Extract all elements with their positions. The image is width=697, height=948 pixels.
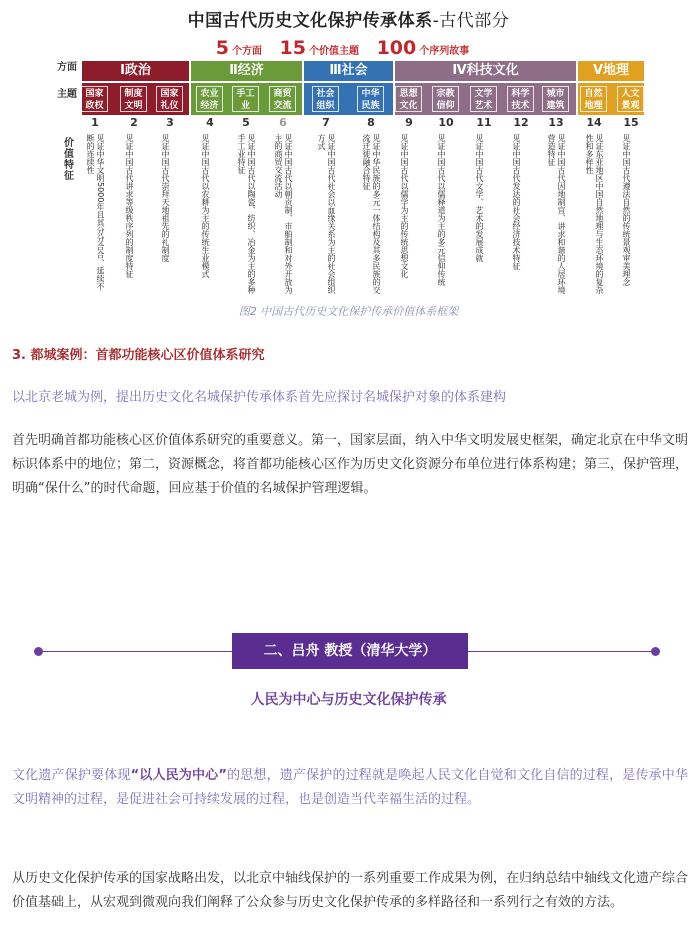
figure-stats [0, 37, 697, 59]
figure-caption: 图2 中国古代历史文化保护传承价值体系框架 [238, 305, 459, 318]
subtheme-number: 9 [405, 116, 413, 129]
lead-sentence: 以北京老城为例，提出历史文化名城保护传承体系首先应探讨名城保护对象的体系建构 [12, 390, 507, 405]
figure-title [0, 6, 697, 31]
subtheme-box: 国家政权 [81, 86, 108, 112]
subtheme-number: 11 [476, 116, 492, 129]
subtheme-box: 制度文明 [120, 86, 147, 112]
speaker-banner: 二、吕舟 教授（清华大学） [232, 633, 468, 669]
subtheme-box: 人文景观 [617, 86, 644, 112]
value-description: 见证中国古代社会以血缘关系为主的社会组织方式 [317, 134, 336, 294]
stat-label: 个序列故事 [419, 46, 470, 57]
subtheme-number: 2 [130, 116, 138, 129]
stat-label: 个方面 [231, 46, 262, 57]
paragraph-axis-methods: 从历史文化保护传承的国家战略出发，以北京中轴线保护的一系列重要工作成果为例，在归纳总结中轴线文化遗产综合价值基础上，从宏观到微观向我们阐释了公众参与历史文化保护传承的多样路径和一系列行之有效的方法。 [12, 871, 689, 910]
value-description: 见证东亚地区中国自然地理与生态环境的复杂性和多样性 [585, 134, 604, 294]
stat-number: 5 [215, 37, 229, 59]
row-label-theme: 主题 [57, 89, 77, 100]
subtheme-box: 科学技术 [507, 86, 534, 112]
subtheme-box: 自然地理 [580, 86, 607, 112]
stat-number: 100 [376, 37, 417, 59]
subtheme-box: 宗教信仰 [432, 86, 459, 112]
value-description: 见证中国古代讲求等级秩序列的制度特征 [125, 134, 134, 278]
subtheme-number: 3 [166, 116, 174, 129]
subtheme-number: 8 [367, 116, 375, 129]
category-5: Ⅴ地理 [578, 61, 644, 81]
talk-title: 人民为中心与历史文化保护传承 [250, 692, 447, 708]
value-description: 见证中国古代文学、艺术的发展成就 [475, 134, 484, 262]
stat-label: 个价值主题 [309, 46, 359, 57]
subtheme-box: 思想文化 [395, 86, 422, 112]
value-description: 见证中国古代以朝贡制、市舶制和对外开放为主的商贸交流活动 [274, 134, 293, 294]
para2-text: 的思想，遗产保护的过程就是唤起人民文化自觉和文化自信的过程，是传承中华文明精神的过程，是促进社会可持续发展的过程，也是创造当代幸福生活的过程。 [12, 768, 688, 807]
subtheme-number: 6 [279, 116, 287, 129]
value-description: 见证中国古代因地制宜、讲求和谐的人居环境营造特征 [547, 134, 566, 294]
subtheme-box: 社会组织 [312, 86, 339, 112]
paragraph-significance: 首先明确首都功能核心区价值体系研究的重要意义。第一，国家层面，纳入中华文明发展史框架，确定北京在中华文明标识体系中的地位；第二，资源概念，将首都功能核心区作为历史文化资源分布单位进行体系构建；第三，保护管理，明确“保什么”的时代命题，回应基于价值的名城保护管理逻辑。 [12, 433, 689, 496]
divider-dot [34, 647, 43, 656]
category-3: Ⅲ社会 [304, 61, 393, 81]
row-label-value: 价值特征 [64, 138, 74, 182]
subtheme-box: 农业经济 [196, 86, 223, 112]
subtheme-box: 中华民族 [357, 86, 384, 112]
subtheme-number: 4 [206, 116, 214, 129]
stat-number: 15 [279, 37, 306, 59]
value-description: 见证中国古代以儒学为主的传统思想文化 [400, 134, 409, 278]
value-description: 见证中国古代以儒释道为主的多元信仰传统 [437, 134, 446, 286]
value-description: 见证中国古代以农耕为主的传统生业模式 [201, 134, 210, 278]
para2-text: 文化遗产保护要体现 [12, 768, 131, 783]
subtheme-number: 10 [438, 116, 454, 129]
category-4: Ⅳ科技文化 [395, 61, 576, 81]
divider-dot [651, 647, 660, 656]
row-label-aspect: 方面 [57, 62, 77, 73]
subtheme-number: 5 [242, 116, 250, 129]
figure-title-main: 中国古代历史文化保护传承体系 [187, 11, 433, 31]
paragraph-people-centered [12, 764, 688, 812]
subtheme-box: 城市建筑 [542, 86, 569, 112]
value-description: 见证中国古代发达的社会经济技术特征 [512, 134, 521, 270]
category-1: Ⅰ政治 [82, 61, 189, 81]
subtheme-box: 文学艺术 [470, 86, 497, 112]
subtheme-number: 7 [322, 116, 330, 129]
subtheme-number: 14 [586, 116, 602, 129]
value-description: 见证中国古代以陶瓷、纺织、冶金为主的多种手工业特征 [237, 134, 256, 294]
value-description: 见证中国古代崇拜天地祖先的礼制度 [161, 134, 170, 262]
subtheme-box: 手工业 [232, 86, 259, 112]
subtheme-box: 商贸交流 [269, 86, 296, 112]
subtheme-box: 国家礼仪 [156, 86, 183, 112]
value-description: 见证中华文明5000年且其分分合合、延续不断的连续性 [86, 134, 105, 291]
section-heading: 3. 都城案例：首都功能核心区价值体系研究 [12, 348, 265, 363]
subtheme-number: 1 [91, 116, 99, 129]
subtheme-number: 12 [513, 116, 529, 129]
subtheme-number: 13 [548, 116, 564, 129]
category-2: Ⅱ经济 [191, 61, 302, 81]
value-description: 见证中国古代遵法自然的传统景观审美理念 [622, 134, 631, 286]
para2-emphasis: “以人民为中心” [130, 768, 227, 783]
subtheme-number: 15 [623, 116, 639, 129]
figure-title-sub: -古代部分 [432, 11, 510, 31]
value-description: 见证中华民族的多元一体结构及其多民族的交流迁徙融合特征 [362, 134, 381, 294]
